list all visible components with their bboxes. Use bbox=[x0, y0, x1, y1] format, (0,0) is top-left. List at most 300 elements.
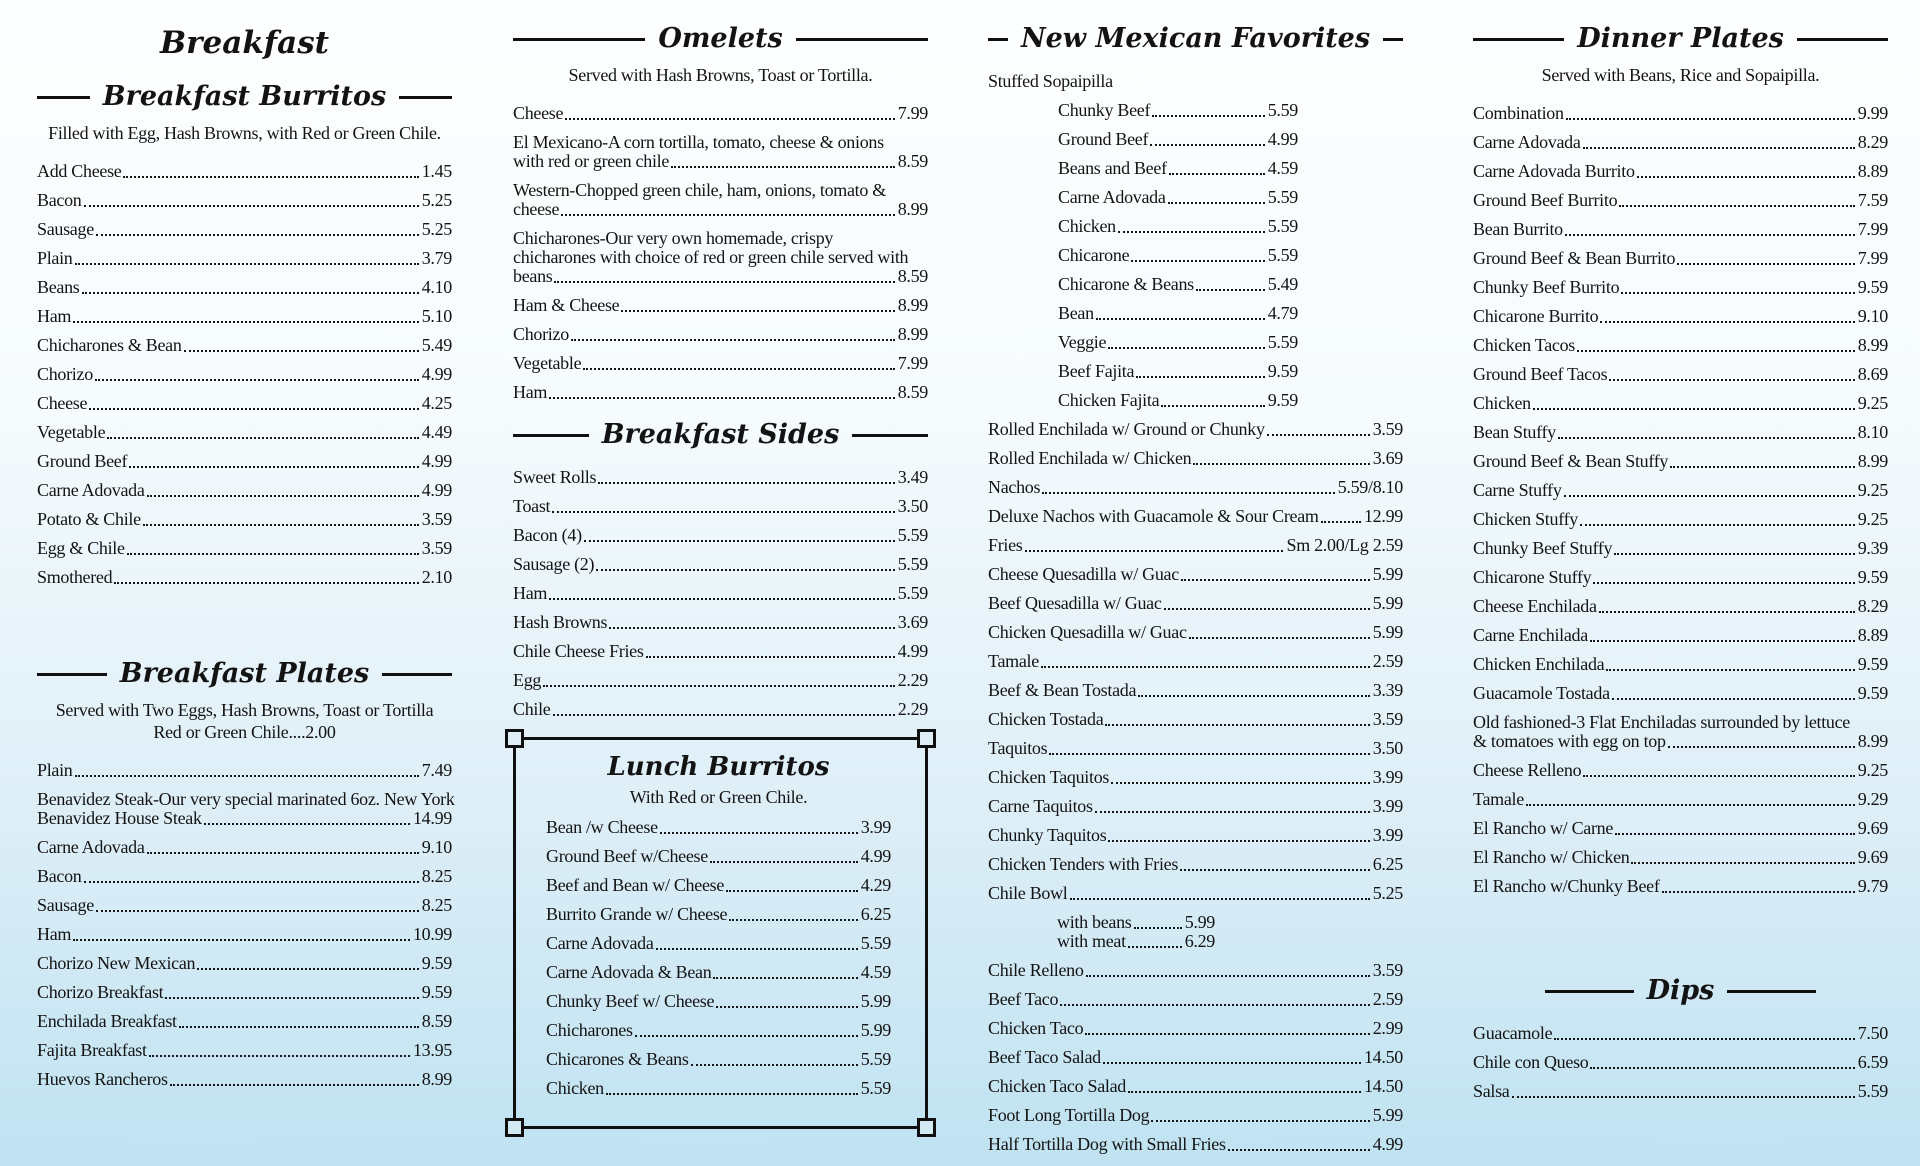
item-price: 3.50 bbox=[1372, 738, 1403, 758]
item-name: Chicarones & Beans bbox=[546, 1049, 689, 1069]
dot-leader bbox=[143, 524, 419, 526]
menu-item bbox=[1058, 159, 1298, 178]
item-price: 9.59 bbox=[1857, 683, 1888, 703]
item-price: 3.59 bbox=[1372, 960, 1403, 980]
menu-item bbox=[1473, 278, 1888, 297]
item-name: Carne Taquitos bbox=[988, 796, 1093, 816]
item-name: Sausage (2) bbox=[513, 554, 595, 574]
menu-item bbox=[988, 1048, 1403, 1067]
section-heading-text: Dinner Plates bbox=[1577, 23, 1784, 54]
item-name: Carne Adovada Burrito bbox=[1473, 161, 1635, 181]
item-name: Carne Enchilada bbox=[1473, 625, 1588, 645]
item-name: Chile Relleno bbox=[988, 960, 1084, 980]
dot-leader bbox=[1554, 1038, 1854, 1040]
item-price: 5.25 bbox=[421, 190, 452, 210]
item-price: 5.99 bbox=[1372, 1105, 1403, 1125]
dot-leader bbox=[552, 511, 894, 513]
item-price: 5.59 bbox=[860, 1049, 891, 1069]
item-name: Chicken bbox=[1473, 393, 1531, 413]
item-name: Beef & Bean Tostada bbox=[988, 680, 1137, 700]
item-price: 3.99 bbox=[1372, 767, 1403, 787]
dot-leader bbox=[96, 910, 419, 912]
menu-item bbox=[988, 594, 1403, 613]
section-subtitle-line: With Red or Green Chile. bbox=[629, 787, 808, 807]
menu-item bbox=[513, 584, 928, 603]
item-price: 5.25 bbox=[1372, 883, 1403, 903]
item-name: Potato & Chile bbox=[37, 509, 141, 529]
menu-item bbox=[513, 613, 928, 632]
item-name: Sausage bbox=[37, 219, 94, 239]
dot-leader bbox=[609, 627, 894, 629]
menu-item bbox=[513, 104, 928, 123]
menu-item bbox=[513, 267, 928, 286]
item-price: 10.99 bbox=[412, 924, 452, 944]
dot-leader bbox=[1196, 289, 1265, 291]
menu-item bbox=[1473, 365, 1888, 384]
item-name: Chicarone bbox=[1058, 245, 1130, 265]
item-name: Foot Long Tortilla Dog bbox=[988, 1105, 1150, 1125]
item-name: Ground Beef bbox=[1058, 129, 1149, 149]
dot-leader bbox=[82, 292, 419, 294]
dot-leader bbox=[1677, 263, 1855, 265]
item-name: Chicken Tenders with Fries bbox=[988, 854, 1179, 874]
item-price: 4.10 bbox=[421, 277, 452, 297]
menu-item bbox=[988, 990, 1403, 1009]
item-name: Ground Beef Tacos bbox=[1473, 364, 1608, 384]
menu-item bbox=[1473, 481, 1888, 500]
item-price: 9.59 bbox=[421, 953, 452, 973]
menu-item bbox=[37, 452, 452, 471]
menu-item bbox=[546, 992, 891, 1011]
item-name: Chile Cheese Fries bbox=[513, 641, 644, 661]
menu-item bbox=[37, 1041, 452, 1060]
item-price: 6.25 bbox=[860, 904, 891, 924]
item-name: Ham bbox=[37, 306, 72, 326]
dot-leader bbox=[656, 948, 858, 950]
dot-leader bbox=[1161, 405, 1264, 407]
item-name: Rolled Enchilada w/ Ground or Chunky bbox=[988, 419, 1265, 439]
dot-leader bbox=[1168, 202, 1265, 204]
item-price: 9.59 bbox=[1267, 390, 1298, 410]
dot-leader bbox=[691, 1064, 858, 1066]
item-name: Bean Burrito bbox=[1473, 219, 1563, 239]
section-heading-text: Lunch Burritos bbox=[607, 752, 830, 782]
item-name: Plain bbox=[37, 760, 73, 780]
section-heading-text: New Mexican Favorites bbox=[1020, 23, 1371, 54]
dot-leader bbox=[596, 569, 895, 571]
menu-item bbox=[1473, 104, 1888, 123]
dot-leader bbox=[96, 234, 419, 236]
dot-leader bbox=[1637, 176, 1855, 178]
menu-item bbox=[1473, 819, 1888, 838]
item-price: 9.59 bbox=[421, 982, 452, 1002]
dot-leader bbox=[660, 832, 858, 834]
item-name: Bacon bbox=[37, 190, 82, 210]
item-price: 3.39 bbox=[1372, 680, 1403, 700]
dot-leader bbox=[553, 714, 895, 716]
dot-leader bbox=[1590, 1067, 1854, 1069]
section-items bbox=[37, 760, 455, 1089]
dot-leader bbox=[1164, 608, 1370, 610]
menu-item bbox=[513, 671, 928, 690]
item-name: Chicarone Stuffy bbox=[1473, 567, 1592, 587]
item-price: 8.29 bbox=[1857, 132, 1888, 152]
item-name: Bacon (4) bbox=[513, 525, 582, 545]
dot-leader bbox=[75, 775, 419, 777]
dot-leader bbox=[1577, 350, 1855, 352]
menu-item bbox=[546, 1079, 891, 1098]
menu-section bbox=[513, 24, 928, 402]
dot-leader bbox=[1060, 1004, 1370, 1006]
menu-item bbox=[37, 220, 452, 239]
item-price: 7.99 bbox=[1857, 219, 1888, 239]
item-name: Chicarone & Beans bbox=[1058, 274, 1194, 294]
item-price: 3.50 bbox=[897, 496, 928, 516]
dot-leader bbox=[1095, 811, 1370, 813]
section-heading-text: Breakfast Sides bbox=[601, 419, 840, 450]
item-price: 8.59 bbox=[897, 151, 928, 171]
dot-leader bbox=[1670, 466, 1855, 468]
item-price: 9.39 bbox=[1857, 538, 1888, 558]
menu-item bbox=[1473, 394, 1888, 413]
menu-item bbox=[988, 507, 1403, 526]
dot-leader bbox=[1583, 775, 1854, 777]
menu-item bbox=[988, 826, 1403, 845]
section-items bbox=[1473, 104, 1888, 896]
item-price: 3.79 bbox=[421, 248, 452, 268]
dot-leader bbox=[1583, 147, 1855, 149]
item-price: 6.29 bbox=[1184, 931, 1215, 951]
menu-item bbox=[513, 526, 928, 545]
menu-item bbox=[988, 536, 1403, 555]
item-name: Chorizo New Mexican bbox=[37, 953, 196, 973]
item-price: 8.99 bbox=[1857, 451, 1888, 471]
dot-leader bbox=[73, 321, 419, 323]
item-name: Chicharones bbox=[546, 1020, 633, 1040]
menu-item bbox=[513, 468, 928, 487]
dot-leader bbox=[170, 1084, 419, 1086]
menu-section bbox=[513, 737, 928, 1129]
item-name: Carne Adovada & Bean bbox=[546, 962, 712, 982]
item-name: Salsa bbox=[1473, 1081, 1510, 1101]
item-price: 5.59 bbox=[1267, 216, 1298, 236]
dot-leader bbox=[1228, 1149, 1370, 1151]
menu-item bbox=[1473, 655, 1888, 674]
section-heading-text: Breakfast Burritos bbox=[102, 81, 387, 112]
item-price: 9.29 bbox=[1857, 789, 1888, 809]
item-description-line: Old fashioned-3 Flat Enchiladas surrounded by lettuce bbox=[1473, 712, 1850, 732]
dot-leader bbox=[165, 997, 418, 999]
menu-item bbox=[37, 365, 452, 384]
item-name: Chicken Quesadilla w/ Guac bbox=[988, 622, 1187, 642]
item-price: 7.99 bbox=[897, 103, 928, 123]
menu-sections bbox=[513, 24, 928, 1129]
dot-leader bbox=[606, 1093, 858, 1095]
menu-item bbox=[37, 394, 452, 413]
item-price: 3.49 bbox=[897, 467, 928, 487]
item-name: Chicken Taco Salad bbox=[988, 1076, 1126, 1096]
item-name: Chorizo Breakfast bbox=[37, 982, 164, 1002]
item-price: 13.95 bbox=[412, 1040, 452, 1060]
item-price: 8.59 bbox=[421, 1011, 452, 1031]
item-price: 8.99 bbox=[1857, 335, 1888, 355]
menu-item bbox=[37, 896, 452, 915]
dot-leader bbox=[147, 495, 419, 497]
item-price: 3.59 bbox=[1372, 419, 1403, 439]
menu-item bbox=[988, 72, 1403, 91]
dot-leader bbox=[123, 176, 418, 178]
menu-item bbox=[546, 876, 891, 895]
menu-item bbox=[1473, 568, 1888, 587]
item-price: 9.59 bbox=[1857, 567, 1888, 587]
item-name: Ground Beef bbox=[37, 451, 128, 471]
dot-leader bbox=[84, 205, 419, 207]
dot-leader bbox=[1138, 695, 1370, 697]
dot-leader bbox=[129, 466, 419, 468]
dot-leader bbox=[1128, 1091, 1361, 1093]
item-price: 4.99 bbox=[421, 364, 452, 384]
section-heading bbox=[988, 24, 1403, 54]
menu-item bbox=[1058, 217, 1298, 236]
item-name: Fries bbox=[988, 535, 1023, 555]
menu-item bbox=[513, 555, 928, 574]
item-price: 9.25 bbox=[1857, 480, 1888, 500]
item-price: 9.59 bbox=[1267, 361, 1298, 381]
dot-leader bbox=[1668, 746, 1855, 748]
menu-item bbox=[546, 1050, 891, 1069]
section-heading bbox=[37, 659, 452, 689]
item-name: Chunky Beef bbox=[1058, 100, 1151, 120]
section-subtitle bbox=[1473, 64, 1888, 86]
item-price: 2.10 bbox=[421, 567, 452, 587]
section-items bbox=[1473, 1024, 1888, 1101]
item-price: 8.59 bbox=[897, 382, 928, 402]
menu-item bbox=[988, 961, 1403, 980]
item-price: 5.99 bbox=[1184, 912, 1215, 932]
section-subtitle-line: Served with Beans, Rice and Sopaipilla. bbox=[1541, 65, 1820, 85]
item-name: Ground Beef & Bean Burrito bbox=[1473, 248, 1676, 268]
item-name: Bean Stuffy bbox=[1473, 422, 1556, 442]
dot-leader bbox=[1086, 975, 1370, 977]
menu-item bbox=[988, 710, 1403, 729]
dot-leader bbox=[197, 968, 418, 970]
item-description-line: El Mexicano-A corn tortilla, tomato, cheese & onions bbox=[513, 132, 884, 152]
menu-item bbox=[513, 383, 928, 402]
item-price: 9.25 bbox=[1857, 760, 1888, 780]
menu-item bbox=[37, 510, 452, 529]
item-price: 7.50 bbox=[1857, 1023, 1888, 1043]
item-price: 12.99 bbox=[1363, 506, 1403, 526]
box-corner-ornament bbox=[917, 1118, 936, 1137]
item-name: Smothered bbox=[37, 567, 113, 587]
item-name: Stuffed Sopaipilla bbox=[988, 71, 1113, 91]
item-name: Chunky Beef Stuffy bbox=[1473, 538, 1613, 558]
item-price: 5.99 bbox=[860, 991, 891, 1011]
item-name: Add Cheese bbox=[37, 161, 122, 181]
item-name: Beef Fajita bbox=[1058, 361, 1135, 381]
item-price: 1.45 bbox=[421, 161, 452, 181]
dot-leader bbox=[726, 890, 858, 892]
item-name: Enchilada Breakfast bbox=[37, 1011, 177, 1031]
item-price: 4.99 bbox=[421, 451, 452, 471]
item-name: Veggie bbox=[1058, 332, 1107, 352]
dot-leader bbox=[1564, 495, 1855, 497]
item-price: 4.59 bbox=[1267, 158, 1298, 178]
dot-leader bbox=[598, 482, 894, 484]
menu-column bbox=[37, 0, 455, 1099]
dot-leader bbox=[1105, 724, 1369, 726]
dot-leader bbox=[95, 379, 419, 381]
item-price: 5.99 bbox=[1372, 622, 1403, 642]
page-title: Breakfast bbox=[159, 25, 330, 61]
menu-item bbox=[37, 568, 452, 587]
item-name: Beef Taco bbox=[988, 989, 1059, 1009]
menu-item bbox=[546, 905, 891, 924]
dot-leader bbox=[1612, 698, 1855, 700]
item-name: Beans and Beef bbox=[1058, 158, 1167, 178]
item-name: Carne Adovada bbox=[1473, 132, 1581, 152]
dot-leader bbox=[1590, 640, 1855, 642]
dot-leader bbox=[1533, 408, 1855, 410]
item-name: Guacamole Tostada bbox=[1473, 683, 1610, 703]
item-name: with red or green chile bbox=[513, 151, 670, 171]
item-price: 8.10 bbox=[1857, 422, 1888, 442]
item-price: 6.59 bbox=[1857, 1052, 1888, 1072]
item-price: 8.99 bbox=[897, 295, 928, 315]
dot-leader bbox=[1152, 115, 1265, 117]
dot-leader bbox=[1193, 463, 1369, 465]
section-subtitle-line: Served with Two Eggs, Hash Browns, Toast or Tortilla bbox=[55, 700, 434, 720]
item-name: Chicken bbox=[546, 1078, 604, 1098]
menu-item bbox=[37, 336, 452, 355]
item-name: Chicken Stuffy bbox=[1473, 509, 1578, 529]
menu-item bbox=[37, 983, 452, 1002]
menu-item bbox=[513, 200, 928, 219]
menu-item bbox=[513, 325, 928, 344]
dot-leader bbox=[1614, 553, 1854, 555]
menu-item bbox=[988, 420, 1403, 439]
menu-item bbox=[37, 954, 452, 973]
item-price: 3.59 bbox=[421, 509, 452, 529]
item-price: 5.59 bbox=[1857, 1081, 1888, 1101]
item-name: Hash Browns bbox=[513, 612, 608, 632]
dot-leader bbox=[1169, 173, 1265, 175]
item-price: 14.50 bbox=[1363, 1076, 1403, 1096]
dot-leader bbox=[1558, 437, 1855, 439]
item-price: 3.99 bbox=[1372, 796, 1403, 816]
item-description-line: chicharones with choice of red or green chile served with bbox=[513, 247, 909, 267]
menu-item bbox=[988, 739, 1403, 758]
item-price: Sm 2.00/Lg 2.59 bbox=[1286, 535, 1403, 555]
item-price: 8.99 bbox=[421, 1069, 452, 1089]
item-price: 9.69 bbox=[1857, 847, 1888, 867]
item-price: 8.89 bbox=[1857, 161, 1888, 181]
menu-item bbox=[988, 1077, 1403, 1096]
item-price: 5.59 bbox=[860, 1078, 891, 1098]
item-name: Huevos Rancheros bbox=[37, 1069, 168, 1089]
item-price: 9.10 bbox=[421, 837, 452, 857]
menu-item bbox=[1058, 188, 1298, 207]
item-price: 4.99 bbox=[860, 846, 891, 866]
menu-item bbox=[1473, 761, 1888, 780]
item-price: 3.59 bbox=[1372, 709, 1403, 729]
menu-item bbox=[1057, 932, 1215, 951]
dot-leader bbox=[73, 939, 410, 941]
dot-leader bbox=[571, 339, 895, 341]
box-corner-ornament bbox=[917, 729, 936, 748]
menu-item bbox=[1473, 220, 1888, 239]
item-name: Chicken Fajita bbox=[1058, 390, 1160, 410]
menu-item bbox=[1473, 539, 1888, 558]
menu-item bbox=[546, 818, 891, 837]
section-heading bbox=[37, 82, 452, 112]
item-price: 3.69 bbox=[897, 612, 928, 632]
dot-leader bbox=[1512, 1096, 1855, 1098]
dot-leader bbox=[89, 408, 419, 410]
dot-leader bbox=[646, 656, 895, 658]
item-price: 4.99 bbox=[1372, 1134, 1403, 1154]
menu-item bbox=[1473, 684, 1888, 703]
section-heading-text: Dips bbox=[1646, 975, 1715, 1006]
item-price: 2.59 bbox=[1372, 651, 1403, 671]
item-price: 6.25 bbox=[1372, 854, 1403, 874]
menu-item bbox=[1473, 626, 1888, 645]
dot-leader bbox=[1108, 347, 1265, 349]
item-price: 9.25 bbox=[1857, 393, 1888, 413]
item-name: Egg & Chile bbox=[37, 538, 125, 558]
item-name: Plain bbox=[37, 248, 73, 268]
dot-leader bbox=[1599, 611, 1855, 613]
item-name: Carne Adovada bbox=[546, 933, 654, 953]
item-name: Chicken Taco bbox=[988, 1018, 1084, 1038]
box-corner-ornament bbox=[505, 1118, 524, 1137]
menu-column bbox=[1473, 0, 1888, 1111]
item-price: 4.25 bbox=[421, 393, 452, 413]
item-price: 5.59 bbox=[1267, 100, 1298, 120]
menu-item bbox=[37, 423, 452, 442]
dot-leader bbox=[1631, 862, 1854, 864]
item-price: 5.49 bbox=[421, 335, 452, 355]
box-corner-ornament bbox=[505, 729, 524, 748]
item-price: 8.25 bbox=[421, 895, 452, 915]
item-price: 8.59 bbox=[897, 266, 928, 286]
menu-item bbox=[37, 1012, 452, 1031]
menu-item bbox=[1058, 101, 1298, 120]
item-price: 4.99 bbox=[1267, 129, 1298, 149]
item-name: Ground Beef & Bean Stuffy bbox=[1473, 451, 1669, 471]
menu-item bbox=[1473, 510, 1888, 529]
item-price: 8.25 bbox=[421, 866, 452, 886]
menu-item bbox=[1473, 423, 1888, 442]
menu-item bbox=[988, 623, 1403, 642]
item-price: 3.99 bbox=[1372, 825, 1403, 845]
item-price: 9.79 bbox=[1857, 876, 1888, 896]
menu-item bbox=[1058, 275, 1298, 294]
menu-item bbox=[1473, 848, 1888, 867]
menu-item bbox=[37, 1070, 452, 1089]
item-price: 2.29 bbox=[897, 699, 928, 719]
section-subtitle-line: Filled with Egg, Hash Browns, with Red or Green Chile. bbox=[48, 123, 441, 143]
item-name: Chile bbox=[513, 699, 551, 719]
menu-sections bbox=[1473, 24, 1888, 1101]
menu-item bbox=[1473, 191, 1888, 210]
menu-item bbox=[37, 539, 452, 558]
menu-item bbox=[988, 478, 1403, 497]
item-name: Ground Beef w/Cheese bbox=[546, 846, 708, 866]
dot-leader bbox=[549, 598, 895, 600]
dot-leader bbox=[621, 310, 894, 312]
section-subtitle-line: Served with Hash Browns, Toast or Tortilla. bbox=[568, 65, 873, 85]
